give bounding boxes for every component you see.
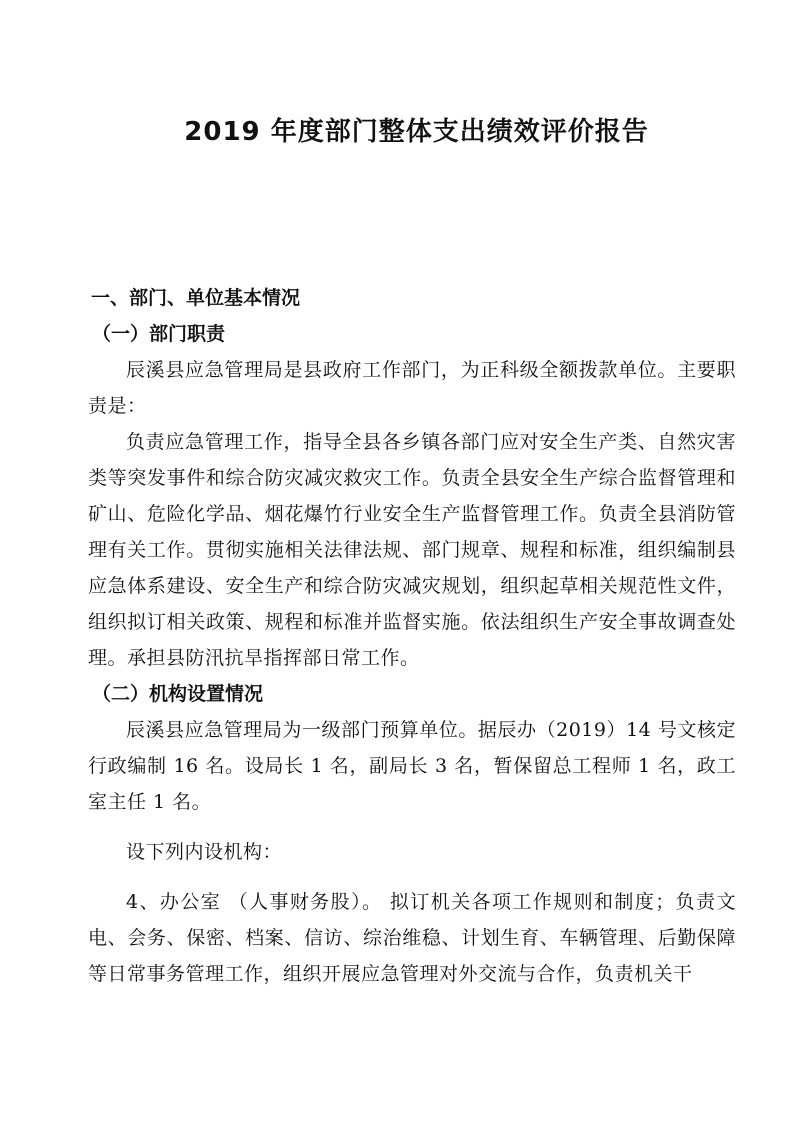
paragraph-units-intro: 设下列内设机构： — [126, 841, 283, 863]
paragraph-spacer — [88, 820, 736, 834]
paragraph-staffing: 辰溪县应急管理局为一级部门预算单位。据辰办（2019）14 号文核定行政编制 16 名。设局长 1 名，副局长 3 名，暂保留总工程师 1 名，政工室主任 1 名。 — [88, 719, 736, 813]
subsection-heading-duties: （一）部门职责 — [92, 323, 226, 345]
section-heading-basic-info: 一、部门、单位基本情况 — [91, 287, 301, 309]
paragraph-duties-detail: 负责应急管理工作，指导全县各乡镇各部门应对安全生产类、自然灾害类等突发事件和综合防灾减灾救灾工作。负责全县安全生产综合监督管理和矿山、危险化学品、烟花爆竹行业安全生产监督管理工作。负责全县消防管理有关工作。贯彻实施相关法律法规、部门规章、规程和标准，组织编制县应急体系建设、安全生产和综合防灾减灾规划，组织起草相关规范性文件，组织拟订相关政策、规程和标准并监督实施。依法组织生产安全事故调查处理。承担县防汛抗旱指挥部日常工作。 — [88, 431, 736, 669]
report-title: 2019 年度部门整体支出绩效评价报告 — [184, 117, 649, 147]
paragraph-spacer — [88, 870, 736, 884]
paragraph-duties-intro: 辰溪县应急管理局是县政府工作部门，为正科级全额拨款单位。主要职责是： — [88, 359, 736, 417]
subsection-heading-organization: （二）机构设置情况 — [92, 683, 264, 705]
paragraph-office-unit: 4、办公室 （人事财务股）。 拟订机关各项工作规则和制度；负责文电、会务、保密、档案、信访、综治维稳、计划生育、车辆管理、后勤保障等日常事务管理工作，组织开展应急管理对外交流与合作，负责机关干 — [88, 891, 736, 985]
document-body — [88, 280, 736, 992]
